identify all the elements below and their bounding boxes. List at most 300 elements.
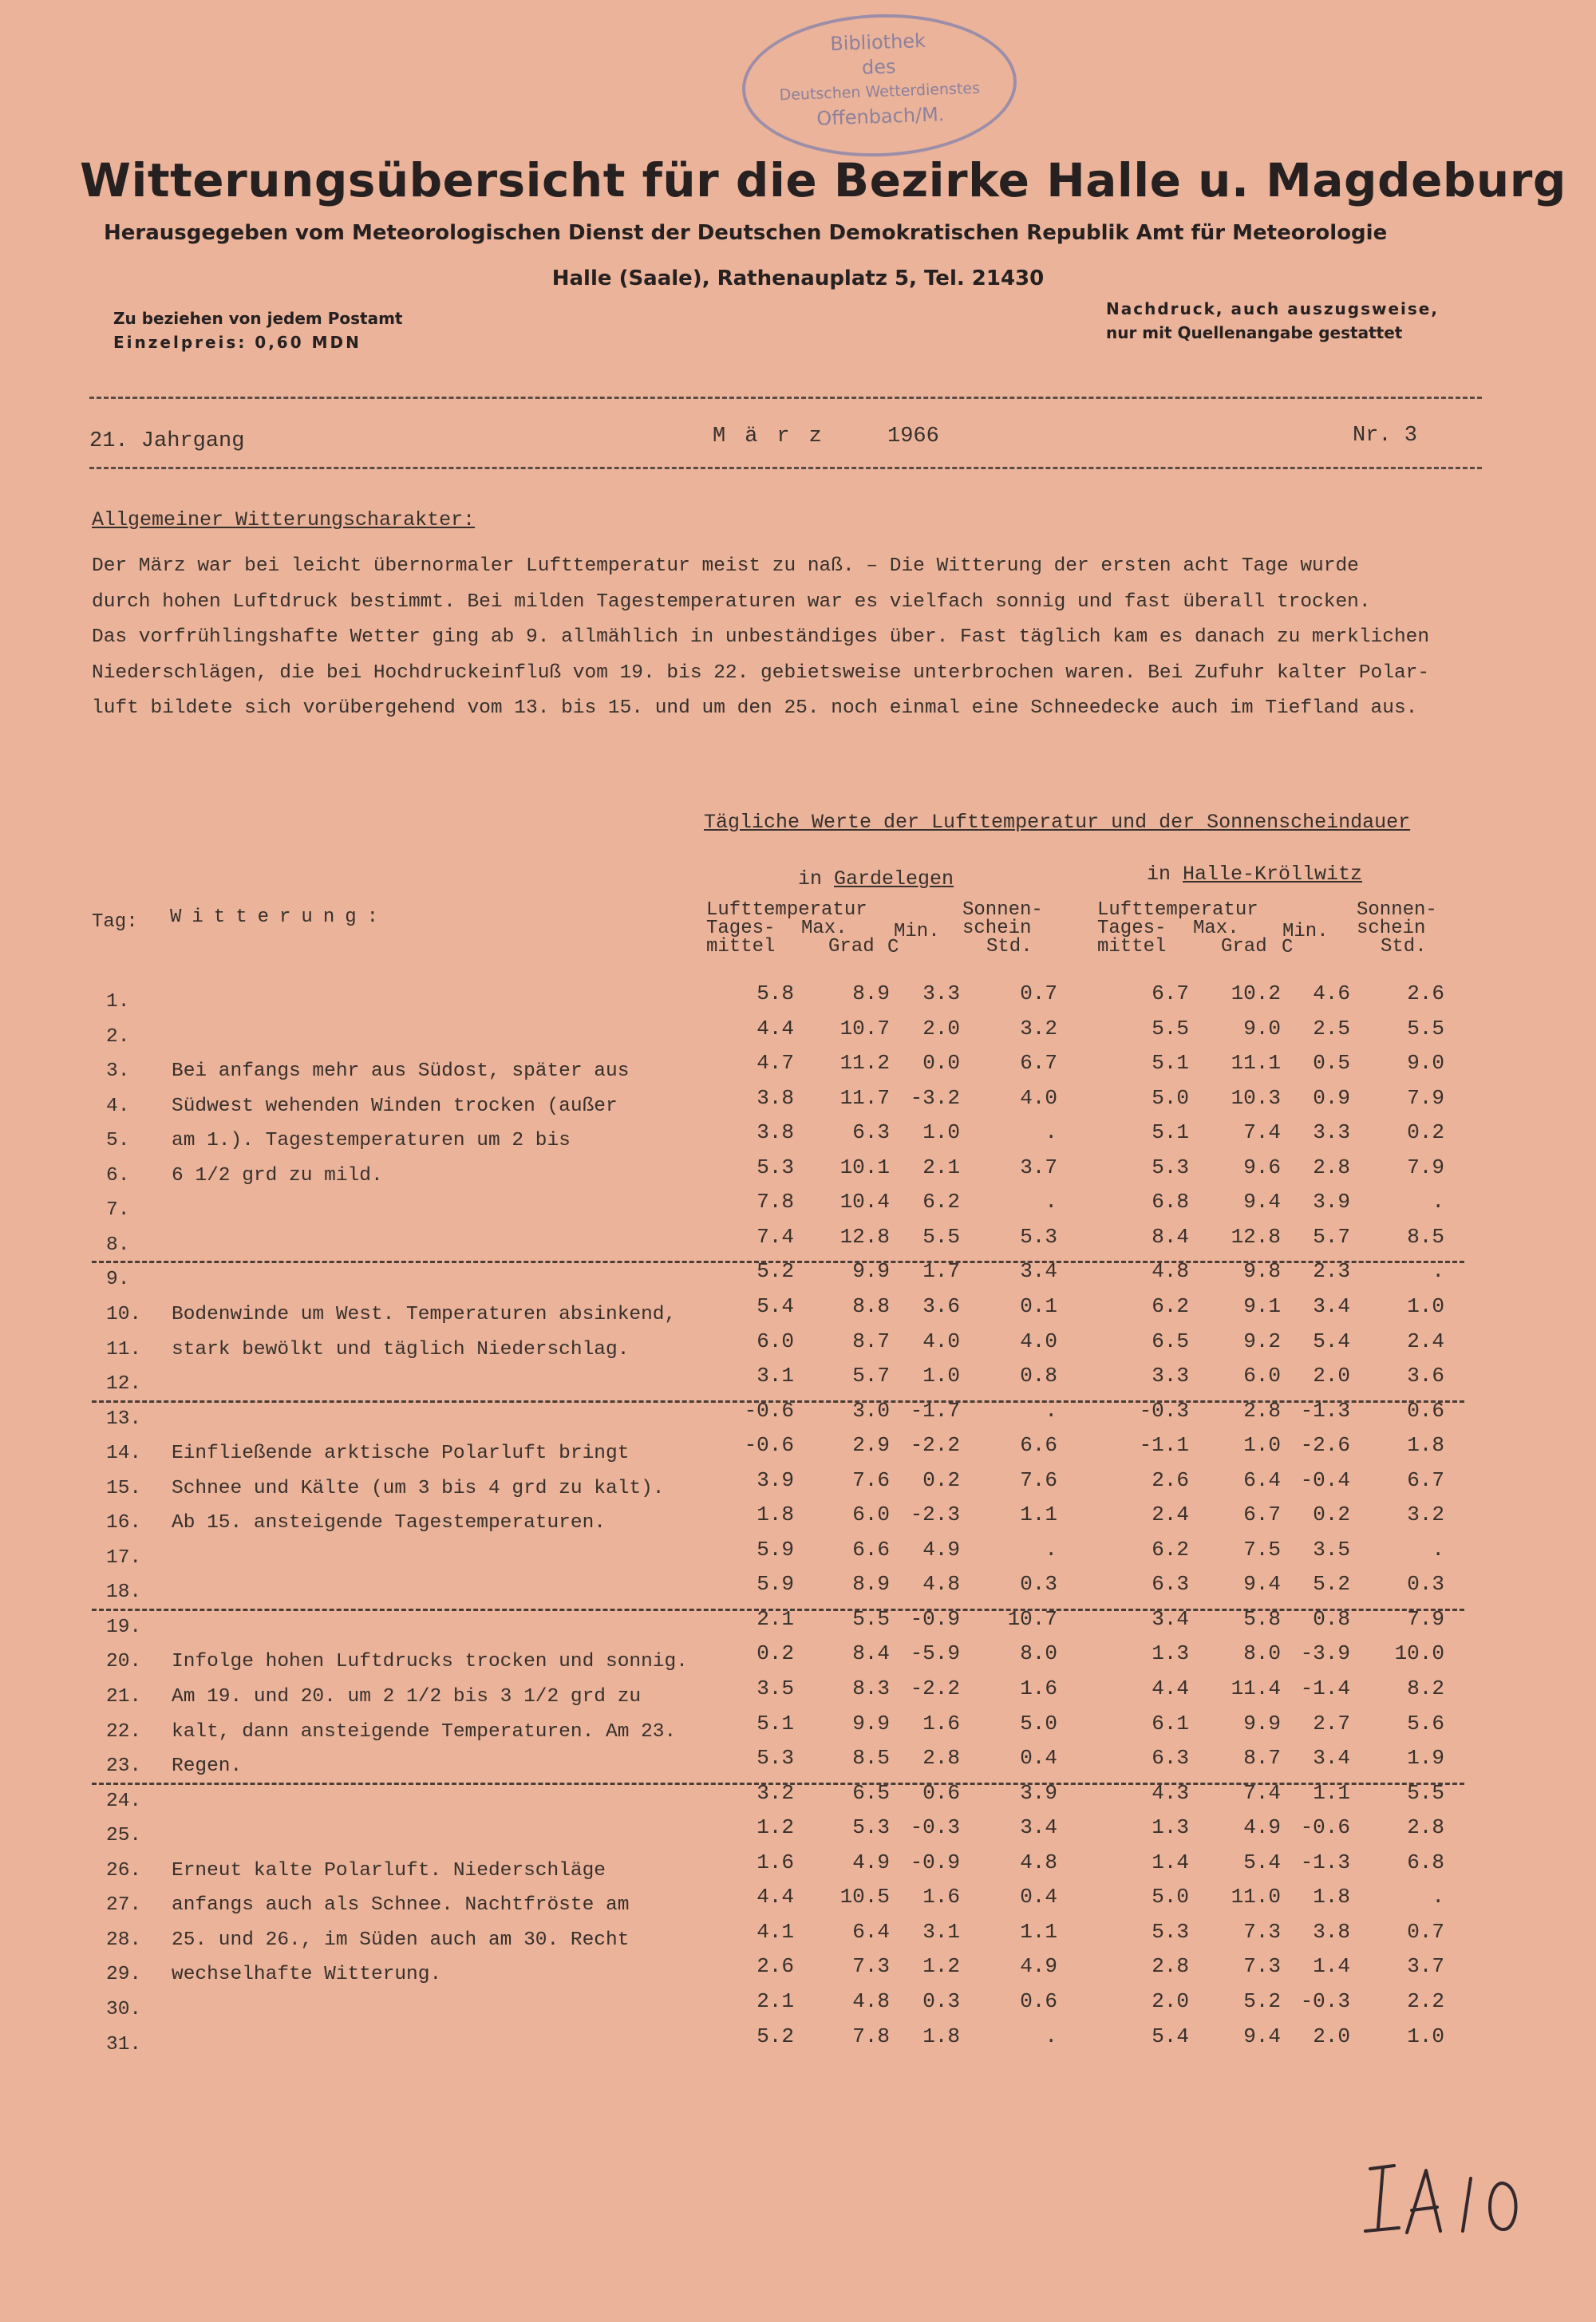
table-title: Tägliche Werte der Lufttemperatur und der Sonnenscheindauer — [704, 811, 1411, 834]
halle-max: 9.4 — [1243, 1190, 1281, 1214]
col-header-tag: Tag: — [92, 911, 138, 933]
halle-sunshine: 3.6 — [1407, 1364, 1444, 1388]
gardelegen-sunshine: 3.9 — [1020, 1781, 1057, 1805]
period-separator — [92, 1261, 1464, 1263]
halle-min: 2.8 — [1313, 1155, 1350, 1179]
day-number: 20. — [106, 1651, 142, 1672]
gardelegen-sunshine: 5.3 — [1020, 1225, 1057, 1249]
day-number: 1. — [106, 991, 130, 1013]
halle-min: -1.4 — [1300, 1676, 1350, 1700]
halle-sunshine: 0.2 — [1407, 1120, 1444, 1144]
day-number: 21. — [106, 1686, 142, 1708]
halle-sunshine: 7.9 — [1407, 1607, 1444, 1631]
period-separator — [92, 1400, 1464, 1403]
reprint-notice — [1106, 297, 1439, 345]
halle-min: 2.5 — [1313, 1017, 1350, 1041]
halle-min: 1.4 — [1313, 1954, 1350, 1978]
halle-max: 5.4 — [1243, 1850, 1281, 1874]
day-number: 8. — [106, 1234, 130, 1256]
header-c-h: C — [1282, 937, 1294, 958]
gardelegen-min: 1.0 — [922, 1364, 960, 1388]
halle-mean: 6.5 — [1152, 1329, 1189, 1353]
gardelegen-sunshine: 0.6 — [1020, 1989, 1057, 2013]
halle-sunshine: 5.5 — [1407, 1017, 1444, 1041]
halle-min: 3.8 — [1313, 1920, 1350, 1944]
halle-max: 9.0 — [1243, 1017, 1281, 1041]
halle-mean: 5.1 — [1152, 1120, 1189, 1144]
halle-mean: 5.3 — [1152, 1920, 1189, 1944]
halle-min: 3.5 — [1313, 1538, 1350, 1562]
gardelegen-mean: 5.3 — [757, 1155, 794, 1179]
gardelegen-min: -5.9 — [910, 1641, 960, 1665]
day-number: 23. — [106, 1755, 142, 1777]
gardelegen-sunshine: 4.0 — [1020, 1086, 1057, 1110]
halle-max: 8.7 — [1243, 1746, 1281, 1770]
halle-max: 7.3 — [1243, 1954, 1281, 1978]
gardelegen-min: 4.8 — [922, 1572, 960, 1596]
halle-min: 2.0 — [1313, 2024, 1350, 2048]
gardelegen-sunshine: 6.7 — [1020, 1051, 1057, 1075]
gardelegen-mean: 5.9 — [757, 1538, 794, 1562]
gardelegen-max: 7.6 — [852, 1468, 890, 1492]
gardelegen-mean: 5.2 — [757, 2024, 794, 2048]
header-tagesmittel-h: Tages- — [1097, 918, 1167, 939]
halle-sunshine: 1.0 — [1407, 1294, 1444, 1318]
gardelegen-mean: 6.0 — [757, 1329, 794, 1353]
gardelegen-sunshine: . — [1045, 1538, 1057, 1562]
gardelegen-min: 4.9 — [922, 1538, 960, 1562]
halle-max: 7.4 — [1243, 1120, 1281, 1144]
gardelegen-max: 9.9 — [852, 1259, 890, 1283]
day-number: 19. — [106, 1617, 142, 1638]
gardelegen-sunshine: . — [1045, 1120, 1057, 1144]
weather-description: am 1.). Tagestemperaturen um 2 bis — [172, 1130, 571, 1151]
gardelegen-min: 0.0 — [922, 1051, 960, 1075]
gardelegen-max: 4.8 — [852, 1989, 890, 2013]
halle-mean: 6.7 — [1152, 981, 1189, 1005]
halle-sunshine: 10.0 — [1394, 1641, 1444, 1665]
day-number: 4. — [106, 1096, 130, 1117]
halle-max: 8.0 — [1243, 1641, 1281, 1665]
divider — [89, 467, 1482, 469]
header-max-g: Max. — [801, 918, 847, 939]
gardelegen-sunshine: 4.9 — [1020, 1954, 1057, 1978]
gardelegen-sunshine: . — [1045, 1399, 1057, 1423]
library-stamp — [740, 10, 1019, 161]
header-schein-h: schein — [1357, 918, 1426, 939]
gardelegen-sunshine: 1.1 — [1020, 1920, 1057, 1944]
weather-description: Am 19. und 20. um 2 1/2 bis 3 1/2 grd zu — [172, 1686, 642, 1708]
weather-description: Bei anfangs mehr aus Südost, später aus — [172, 1060, 630, 1082]
halle-sunshine: 6.7 — [1407, 1468, 1444, 1492]
gardelegen-sunshine: 5.0 — [1020, 1712, 1057, 1736]
halle-mean: 3.3 — [1152, 1364, 1189, 1388]
halle-mean: 5.0 — [1152, 1086, 1189, 1110]
weather-description: Erneut kalte Polarluft. Niederschläge — [172, 1860, 606, 1882]
gardelegen-mean: 3.9 — [757, 1468, 794, 1492]
halle-mean: 2.4 — [1152, 1503, 1189, 1526]
gardelegen-min: 0.2 — [922, 1468, 960, 1492]
header-lufttemperatur-h: Lufttemperatur — [1097, 899, 1258, 921]
gardelegen-max: 8.4 — [852, 1641, 890, 1665]
station-halle — [1147, 863, 1362, 886]
station-prefix: in — [1147, 863, 1183, 886]
gardelegen-max: 5.3 — [852, 1815, 890, 1839]
halle-sunshine: . — [1432, 1190, 1444, 1214]
halle-max: 1.0 — [1243, 1433, 1281, 1457]
header-min-g: Min. — [894, 921, 940, 942]
day-number: 18. — [106, 1582, 142, 1603]
halle-max: 7.3 — [1243, 1920, 1281, 1944]
gardelegen-min: 5.5 — [922, 1225, 960, 1249]
halle-max: 6.4 — [1243, 1468, 1281, 1492]
halle-sunshine: 8.2 — [1407, 1676, 1444, 1700]
gardelegen-sunshine: 1.1 — [1020, 1503, 1057, 1526]
halle-sunshine: 1.9 — [1407, 1746, 1444, 1770]
gardelegen-mean: 1.8 — [757, 1503, 794, 1526]
gardelegen-mean: 4.7 — [757, 1051, 794, 1075]
gardelegen-max: 3.0 — [852, 1399, 890, 1423]
gardelegen-sunshine: 3.4 — [1020, 1815, 1057, 1839]
day-number: 15. — [106, 1478, 142, 1499]
station-prefix: in — [798, 867, 835, 890]
stamp-line: Offenbach/M. — [816, 103, 945, 130]
day-number: 14. — [106, 1443, 142, 1464]
header-tagesmittel-h: mittel — [1097, 936, 1167, 958]
gardelegen-min: 0.6 — [922, 1781, 960, 1805]
day-number: 22. — [106, 1721, 142, 1743]
period-separator — [92, 1609, 1464, 1611]
gardelegen-mean: 2.1 — [757, 1607, 794, 1631]
gardelegen-max: 4.9 — [852, 1850, 890, 1874]
halle-min: -0.3 — [1300, 1989, 1350, 2013]
halle-mean: 1.3 — [1152, 1641, 1189, 1665]
halle-mean: 6.8 — [1152, 1190, 1189, 1214]
halle-mean: 4.4 — [1152, 1676, 1189, 1700]
header-grad-h: Grad — [1221, 936, 1267, 958]
header-sonnen-g: Sonnen- — [962, 899, 1043, 921]
halle-min: -1.3 — [1300, 1850, 1350, 1874]
halle-sunshine: 0.3 — [1407, 1572, 1444, 1596]
gardelegen-sunshine: 3.4 — [1020, 1259, 1057, 1283]
halle-max: 9.9 — [1243, 1712, 1281, 1736]
halle-max: 12.8 — [1231, 1225, 1281, 1249]
day-number: 13. — [106, 1408, 142, 1430]
halle-sunshine: 7.9 — [1407, 1086, 1444, 1110]
stamp-line: Deutschen Wetterdienstes — [779, 79, 981, 105]
halle-max: 11.4 — [1231, 1676, 1281, 1700]
gardelegen-max: 8.3 — [852, 1676, 890, 1700]
gardelegen-mean: 1.2 — [757, 1815, 794, 1839]
halle-sunshine: 1.0 — [1407, 2024, 1444, 2048]
halle-max: 10.3 — [1231, 1086, 1281, 1110]
subscription-line: Zu beziehen von jedem Postamt — [113, 309, 403, 328]
gardelegen-min: -1.7 — [910, 1399, 960, 1423]
halle-max: 6.0 — [1243, 1364, 1281, 1388]
halle-sunshine: 6.8 — [1407, 1850, 1444, 1874]
halle-mean: 5.4 — [1152, 2024, 1189, 2048]
gardelegen-max: 10.4 — [839, 1190, 890, 1214]
weather-description: anfangs auch als Schnee. Nachtfröste am — [172, 1894, 630, 1916]
halle-mean: -0.3 — [1139, 1399, 1189, 1423]
gardelegen-mean: 2.1 — [757, 1989, 794, 2013]
weather-description: Bodenwinde um West. Temperaturen absinkend, — [172, 1304, 677, 1325]
header-tagesmittel-g: mittel — [706, 936, 776, 958]
gardelegen-mean: 5.8 — [757, 981, 794, 1005]
halle-min: 3.4 — [1313, 1294, 1350, 1318]
halle-sunshine: 7.9 — [1407, 1155, 1444, 1179]
day-number: 31. — [106, 2034, 142, 2055]
header-grad-g: Grad — [828, 936, 875, 958]
gardelegen-sunshine: 10.7 — [1007, 1607, 1057, 1631]
subscription-info — [113, 306, 403, 354]
halle-min: 0.2 — [1313, 1503, 1350, 1526]
halle-max: 9.4 — [1243, 1572, 1281, 1596]
day-number: 16. — [106, 1512, 142, 1534]
gardelegen-min: 1.2 — [922, 1954, 960, 1978]
day-number: 27. — [106, 1894, 142, 1916]
gardelegen-sunshine: 0.4 — [1020, 1885, 1057, 1909]
halle-min: 0.5 — [1313, 1051, 1350, 1075]
weather-description: stark bewölkt und täglich Niederschlag. — [172, 1339, 630, 1360]
gardelegen-mean: 5.2 — [757, 1259, 794, 1283]
gardelegen-max: 9.9 — [852, 1712, 890, 1736]
gardelegen-max: 10.5 — [839, 1885, 890, 1909]
header-max-h: Max. — [1193, 918, 1239, 939]
halle-max: 9.6 — [1243, 1155, 1281, 1179]
halle-mean: 4.3 — [1152, 1781, 1189, 1805]
halle-max: 10.2 — [1231, 981, 1281, 1005]
header-c-g: C — [887, 937, 899, 958]
gardelegen-sunshine: 3.2 — [1020, 1017, 1057, 1041]
gardelegen-min: 3.1 — [922, 1920, 960, 1944]
header-std-g: Std. — [986, 936, 1033, 958]
gardelegen-max: 8.9 — [852, 1572, 890, 1596]
weather-description: kalt, dann ansteigende Temperaturen. Am 23. — [172, 1721, 677, 1743]
header-std-h: Std. — [1381, 936, 1427, 958]
gardelegen-min: -0.9 — [910, 1850, 960, 1874]
gardelegen-min: -3.2 — [910, 1086, 960, 1110]
station-name: Halle-Kröllwitz — [1183, 863, 1363, 886]
gardelegen-max: 8.5 — [852, 1746, 890, 1770]
volume: 21. Jahrgang — [89, 429, 245, 453]
halle-max: 9.1 — [1243, 1294, 1281, 1318]
halle-min: 2.3 — [1313, 1259, 1350, 1283]
page-title: Witterungsübersicht für die Bezirke Halle u. Magdeburg — [80, 153, 1566, 207]
header-min-h: Min. — [1282, 921, 1329, 942]
header-lufttemperatur-g: Lufttemperatur — [706, 899, 867, 921]
halle-min: 4.6 — [1313, 981, 1350, 1005]
weather-description: Ab 15. ansteigende Tagestemperaturen. — [172, 1512, 606, 1534]
divider — [89, 397, 1482, 399]
gardelegen-mean: 3.8 — [757, 1086, 794, 1110]
daily-values-table — [92, 981, 1528, 2059]
gardelegen-mean: 1.6 — [757, 1850, 794, 1874]
gardelegen-mean: 5.1 — [757, 1712, 794, 1736]
halle-sunshine: 2.4 — [1407, 1329, 1444, 1353]
gardelegen-min: -2.2 — [910, 1676, 960, 1700]
halle-mean: 5.0 — [1152, 1885, 1189, 1909]
period-separator — [92, 1783, 1464, 1785]
gardelegen-sunshine: . — [1045, 1190, 1057, 1214]
day-number: 7. — [106, 1199, 130, 1221]
gardelegen-max: 8.9 — [852, 981, 890, 1005]
section-heading: Allgemeiner Witterungscharakter: — [92, 508, 476, 531]
gardelegen-min: -2.3 — [910, 1503, 960, 1526]
halle-sunshine: 1.8 — [1407, 1433, 1444, 1457]
gardelegen-min: 1.8 — [922, 2024, 960, 2048]
gardelegen-max: 6.6 — [852, 1538, 890, 1562]
summary-line: luft bildete sich vorübergehend vom 13. bis 15. und um den 25. noch einmal eine Schneedecke auch im Tiefland aus. — [92, 697, 1418, 719]
halle-mean: 1.3 — [1152, 1815, 1189, 1839]
gardelegen-sunshine: 0.8 — [1020, 1364, 1057, 1388]
reprint-line: Nachdruck, auch auszugsweise, — [1106, 299, 1439, 318]
gardelegen-sunshine: 0.1 — [1020, 1294, 1057, 1318]
halle-max: 7.4 — [1243, 1781, 1281, 1805]
issue-month: März — [713, 425, 841, 448]
summary-line: Der März war bei leicht übernormaler Lufttemperatur meist zu naß. – Die Witterung der ersten acht Tage wurde — [92, 555, 1359, 577]
gardelegen-min: 1.6 — [922, 1712, 960, 1736]
halle-mean: 6.3 — [1152, 1572, 1189, 1596]
gardelegen-sunshine: 1.6 — [1020, 1676, 1057, 1700]
halle-sunshine: . — [1432, 1885, 1444, 1909]
gardelegen-max: 7.3 — [852, 1954, 890, 1978]
halle-sunshine: 2.8 — [1407, 1815, 1444, 1839]
day-number: 6. — [106, 1165, 130, 1187]
summary-line: Niederschlägen, die bei Hochdruckeinfluß vom 19. bis 22. gebietsweise unterbrochen waren. Bei Zufuhr kalter Polar- — [92, 661, 1430, 684]
halle-sunshine: . — [1432, 1259, 1444, 1283]
gardelegen-max: 6.4 — [852, 1920, 890, 1944]
station-gardelegen — [798, 867, 954, 890]
halle-sunshine: 5.5 — [1407, 1781, 1444, 1805]
gardelegen-mean: 4.1 — [757, 1920, 794, 1944]
halle-min: 2.0 — [1313, 1364, 1350, 1388]
halle-min: 0.8 — [1313, 1607, 1350, 1631]
halle-max: 5.2 — [1243, 1989, 1281, 2013]
gardelegen-min: 4.0 — [922, 1329, 960, 1353]
reprint-line: nur mit Quellenangabe gestattet — [1106, 323, 1403, 342]
halle-mean: 5.1 — [1152, 1051, 1189, 1075]
gardelegen-mean: -0.6 — [744, 1433, 794, 1457]
gardelegen-max: 5.5 — [852, 1607, 890, 1631]
halle-min: 5.4 — [1313, 1329, 1350, 1353]
gardelegen-max: 7.8 — [852, 2024, 890, 2048]
station-name: Gardelegen — [834, 867, 954, 890]
gardelegen-mean: 2.6 — [757, 1954, 794, 1978]
halle-min: -0.6 — [1300, 1815, 1350, 1839]
halle-sunshine: 2.2 — [1407, 1989, 1444, 2013]
halle-max: 4.9 — [1243, 1815, 1281, 1839]
halle-min: 1.1 — [1313, 1781, 1350, 1805]
halle-min: 3.9 — [1313, 1190, 1350, 1214]
gardelegen-min: 2.0 — [922, 1017, 960, 1041]
gardelegen-mean: 5.3 — [757, 1746, 794, 1770]
gardelegen-mean: 3.8 — [757, 1120, 794, 1144]
gardelegen-min: 1.6 — [922, 1885, 960, 1909]
day-number: 17. — [106, 1547, 142, 1569]
halle-mean: -1.1 — [1139, 1433, 1189, 1457]
header-schein-g: schein — [962, 918, 1032, 939]
halle-max: 9.4 — [1243, 2024, 1281, 2048]
halle-mean: 6.2 — [1152, 1538, 1189, 1562]
halle-min: 3.4 — [1313, 1746, 1350, 1770]
weather-description: Einfließende arktische Polarluft bringt — [172, 1443, 630, 1464]
halle-sunshine: 3.7 — [1407, 1954, 1444, 1978]
halle-min: 3.3 — [1313, 1120, 1350, 1144]
halle-min: -3.9 — [1300, 1641, 1350, 1665]
gardelegen-max: 5.7 — [852, 1364, 890, 1388]
halle-mean: 4.8 — [1152, 1259, 1189, 1283]
day-number: 10. — [106, 1304, 142, 1325]
halle-mean: 2.8 — [1152, 1954, 1189, 1978]
day-number: 26. — [106, 1860, 142, 1882]
gardelegen-max: 11.2 — [839, 1051, 890, 1075]
gardelegen-min: -2.2 — [910, 1433, 960, 1457]
gardelegen-max: 8.7 — [852, 1329, 890, 1353]
halle-sunshine: . — [1432, 1538, 1444, 1562]
halle-sunshine: 5.6 — [1407, 1712, 1444, 1736]
handwritten-shelfmark — [1361, 2154, 1568, 2250]
halle-max: 7.5 — [1243, 1538, 1281, 1562]
halle-mean: 6.3 — [1152, 1746, 1189, 1770]
day-number: 30. — [106, 1999, 142, 2020]
gardelegen-min: 3.6 — [922, 1294, 960, 1318]
gardelegen-max: 8.8 — [852, 1294, 890, 1318]
issue-year: 1966 — [887, 425, 939, 448]
gardelegen-max: 10.1 — [839, 1155, 890, 1179]
weather-description: Infolge hohen Luftdrucks trocken und sonnig. — [172, 1651, 688, 1672]
halle-sunshine: 3.2 — [1407, 1503, 1444, 1526]
halle-sunshine: 8.5 — [1407, 1225, 1444, 1249]
publisher-address: Halle (Saale), Rathenauplatz 5, Tel. 21430 — [551, 267, 1045, 290]
gardelegen-min: -0.3 — [910, 1815, 960, 1839]
weather-description: Schnee und Kälte (um 3 bis 4 grd zu kalt). — [172, 1478, 665, 1499]
gardelegen-mean: 5.4 — [757, 1294, 794, 1318]
weather-description: 6 1/2 grd zu mild. — [172, 1165, 383, 1187]
gardelegen-sunshine: 0.4 — [1020, 1746, 1057, 1770]
day-number: 24. — [106, 1791, 142, 1812]
summary-line: durch hohen Luftdruck bestimmt. Bei milden Tagestemperaturen war es vielfach sonnig und fast überall trocken. — [92, 590, 1371, 613]
gardelegen-mean: 7.8 — [757, 1190, 794, 1214]
weather-description: 25. und 26., im Süden auch am 30. Recht — [172, 1929, 630, 1951]
gardelegen-sunshine: 0.3 — [1020, 1572, 1057, 1596]
day-number: 28. — [106, 1929, 142, 1951]
halle-mean: 6.2 — [1152, 1294, 1189, 1318]
halle-min: -1.3 — [1300, 1399, 1350, 1423]
gardelegen-sunshine: 6.6 — [1020, 1433, 1057, 1457]
halle-max: 6.7 — [1243, 1503, 1281, 1526]
gardelegen-min: 3.3 — [922, 981, 960, 1005]
halle-sunshine: 2.6 — [1407, 981, 1444, 1005]
halle-min: 5.2 — [1313, 1572, 1350, 1596]
halle-mean: 5.3 — [1152, 1155, 1189, 1179]
gardelegen-max: 12.8 — [839, 1225, 890, 1249]
gardelegen-max: 10.7 — [839, 1017, 890, 1041]
halle-mean: 1.4 — [1152, 1850, 1189, 1874]
halle-max: 2.8 — [1243, 1399, 1281, 1423]
weather-summary — [92, 549, 1512, 727]
halle-max: 11.1 — [1231, 1051, 1281, 1075]
day-number: 2. — [106, 1026, 130, 1048]
halle-sunshine: 0.6 — [1407, 1399, 1444, 1423]
halle-mean: 2.6 — [1152, 1468, 1189, 1492]
gardelegen-sunshine: 4.0 — [1020, 1329, 1057, 1353]
summary-line: Das vorfrühlingshafte Wetter ging ab 9. allmählich in unbeständiges über. Fast täglich kam es danach zu merklichen — [92, 626, 1430, 648]
header-tagesmittel-g: Tages- — [706, 918, 776, 939]
gardelegen-max: 6.5 — [852, 1781, 890, 1805]
halle-mean: 3.4 — [1152, 1607, 1189, 1631]
day-number: 5. — [106, 1130, 130, 1151]
